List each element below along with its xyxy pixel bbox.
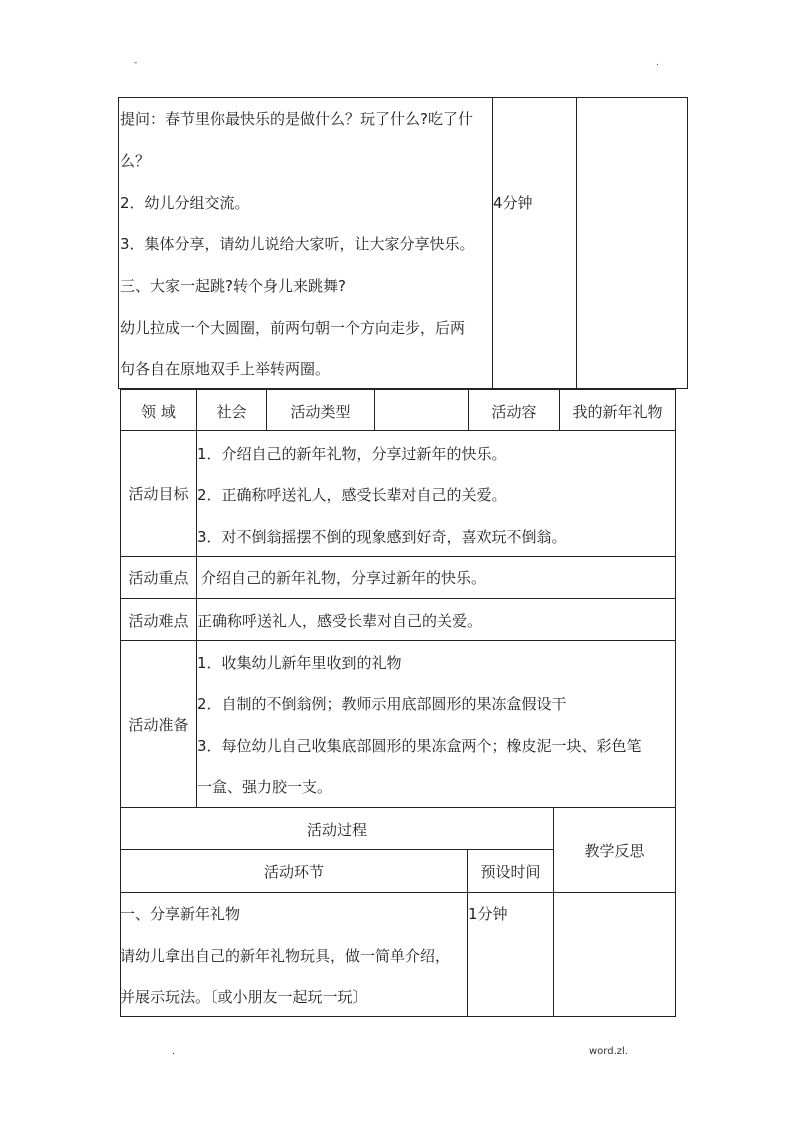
- step-header: 活动环节: [263, 863, 324, 881]
- preparation-label: 活动准备: [128, 716, 189, 734]
- step-line-1: 一、分享新年礼物: [120, 905, 241, 923]
- preparation-line-3: 3．每位幼儿自己收集底部圆形的果冻盒两个；橡皮泥一块、彩色笔: [197, 737, 642, 755]
- activity-content-label: 活动容: [491, 403, 537, 421]
- difficulty-text: 正确称呼送礼人，感受长辈对自己的关爱。: [197, 612, 483, 630]
- header-right-mark: .: [656, 58, 659, 68]
- top-time: 4分钟: [493, 194, 533, 212]
- content-line-4: 3．集体分享，请幼儿说给大家听，让大家分享快乐。: [120, 235, 475, 253]
- process-title: 活动过程: [306, 821, 367, 839]
- content-line-5: 三、大家一起跳?转个身儿来跳舞?: [120, 277, 346, 295]
- reflection-header: 教学反思: [584, 842, 645, 860]
- activity-type-label: 活动类型: [290, 403, 351, 421]
- preparation-line-2: 2．自制的不倒翁例；教师示用底部圆形的果冻盒假设干: [197, 695, 567, 713]
- content-line-7: 句各自在原地双手上举转两圈。: [120, 360, 331, 378]
- activity-content-value: 我的新年礼物: [572, 403, 663, 421]
- key-point-label: 活动重点: [128, 569, 189, 587]
- goal-item-3: 3．对不倒翁摇摆不倒的现象感到好奇，喜欢玩不倒翁。: [197, 528, 567, 546]
- domain-value: 社会: [216, 403, 247, 421]
- step-line-3: 并展示玩法。〔或小朋友一起玩一玩〕: [120, 988, 368, 1006]
- key-point-text: 介绍自己的新年礼物，分享过新年的快乐。: [201, 569, 487, 587]
- goal-item-1: 1．介绍自己的新年礼物，分享过新年的快乐。: [197, 445, 507, 463]
- goals-label: 活动目标: [128, 485, 189, 503]
- content-line-2: 么？: [120, 152, 151, 170]
- domain-label: 领 域: [141, 403, 176, 421]
- content-line-1: 提问：春节里你最快乐的是做什么？玩了什么?吃了什: [120, 110, 473, 128]
- difficulty-label: 活动难点: [128, 612, 189, 630]
- content-line-6: 幼儿拉成一个大圆圈，前两句朝一个方向走步，后两: [120, 319, 466, 337]
- header-left-mark: -: [134, 58, 138, 68]
- footer-source: word.zl.: [589, 1046, 628, 1057]
- preparation-line-1: 1．收集幼儿新年里收到的礼物: [197, 654, 402, 672]
- step-line-2: 请幼儿拿出自己的新年礼物玩具，做一简单介绍，: [120, 947, 451, 965]
- goal-item-2: 2．正确称呼送礼人，感受长辈对自己的关爱。: [197, 486, 507, 504]
- footer-left-mark: .: [172, 1046, 176, 1057]
- time-header: 预设时间: [480, 863, 541, 881]
- step-time: 1分钟: [468, 905, 508, 923]
- content-line-3: 2．幼儿分组交流。: [120, 194, 250, 212]
- preparation-line-4: 一盒、强力胶一支。: [197, 778, 333, 796]
